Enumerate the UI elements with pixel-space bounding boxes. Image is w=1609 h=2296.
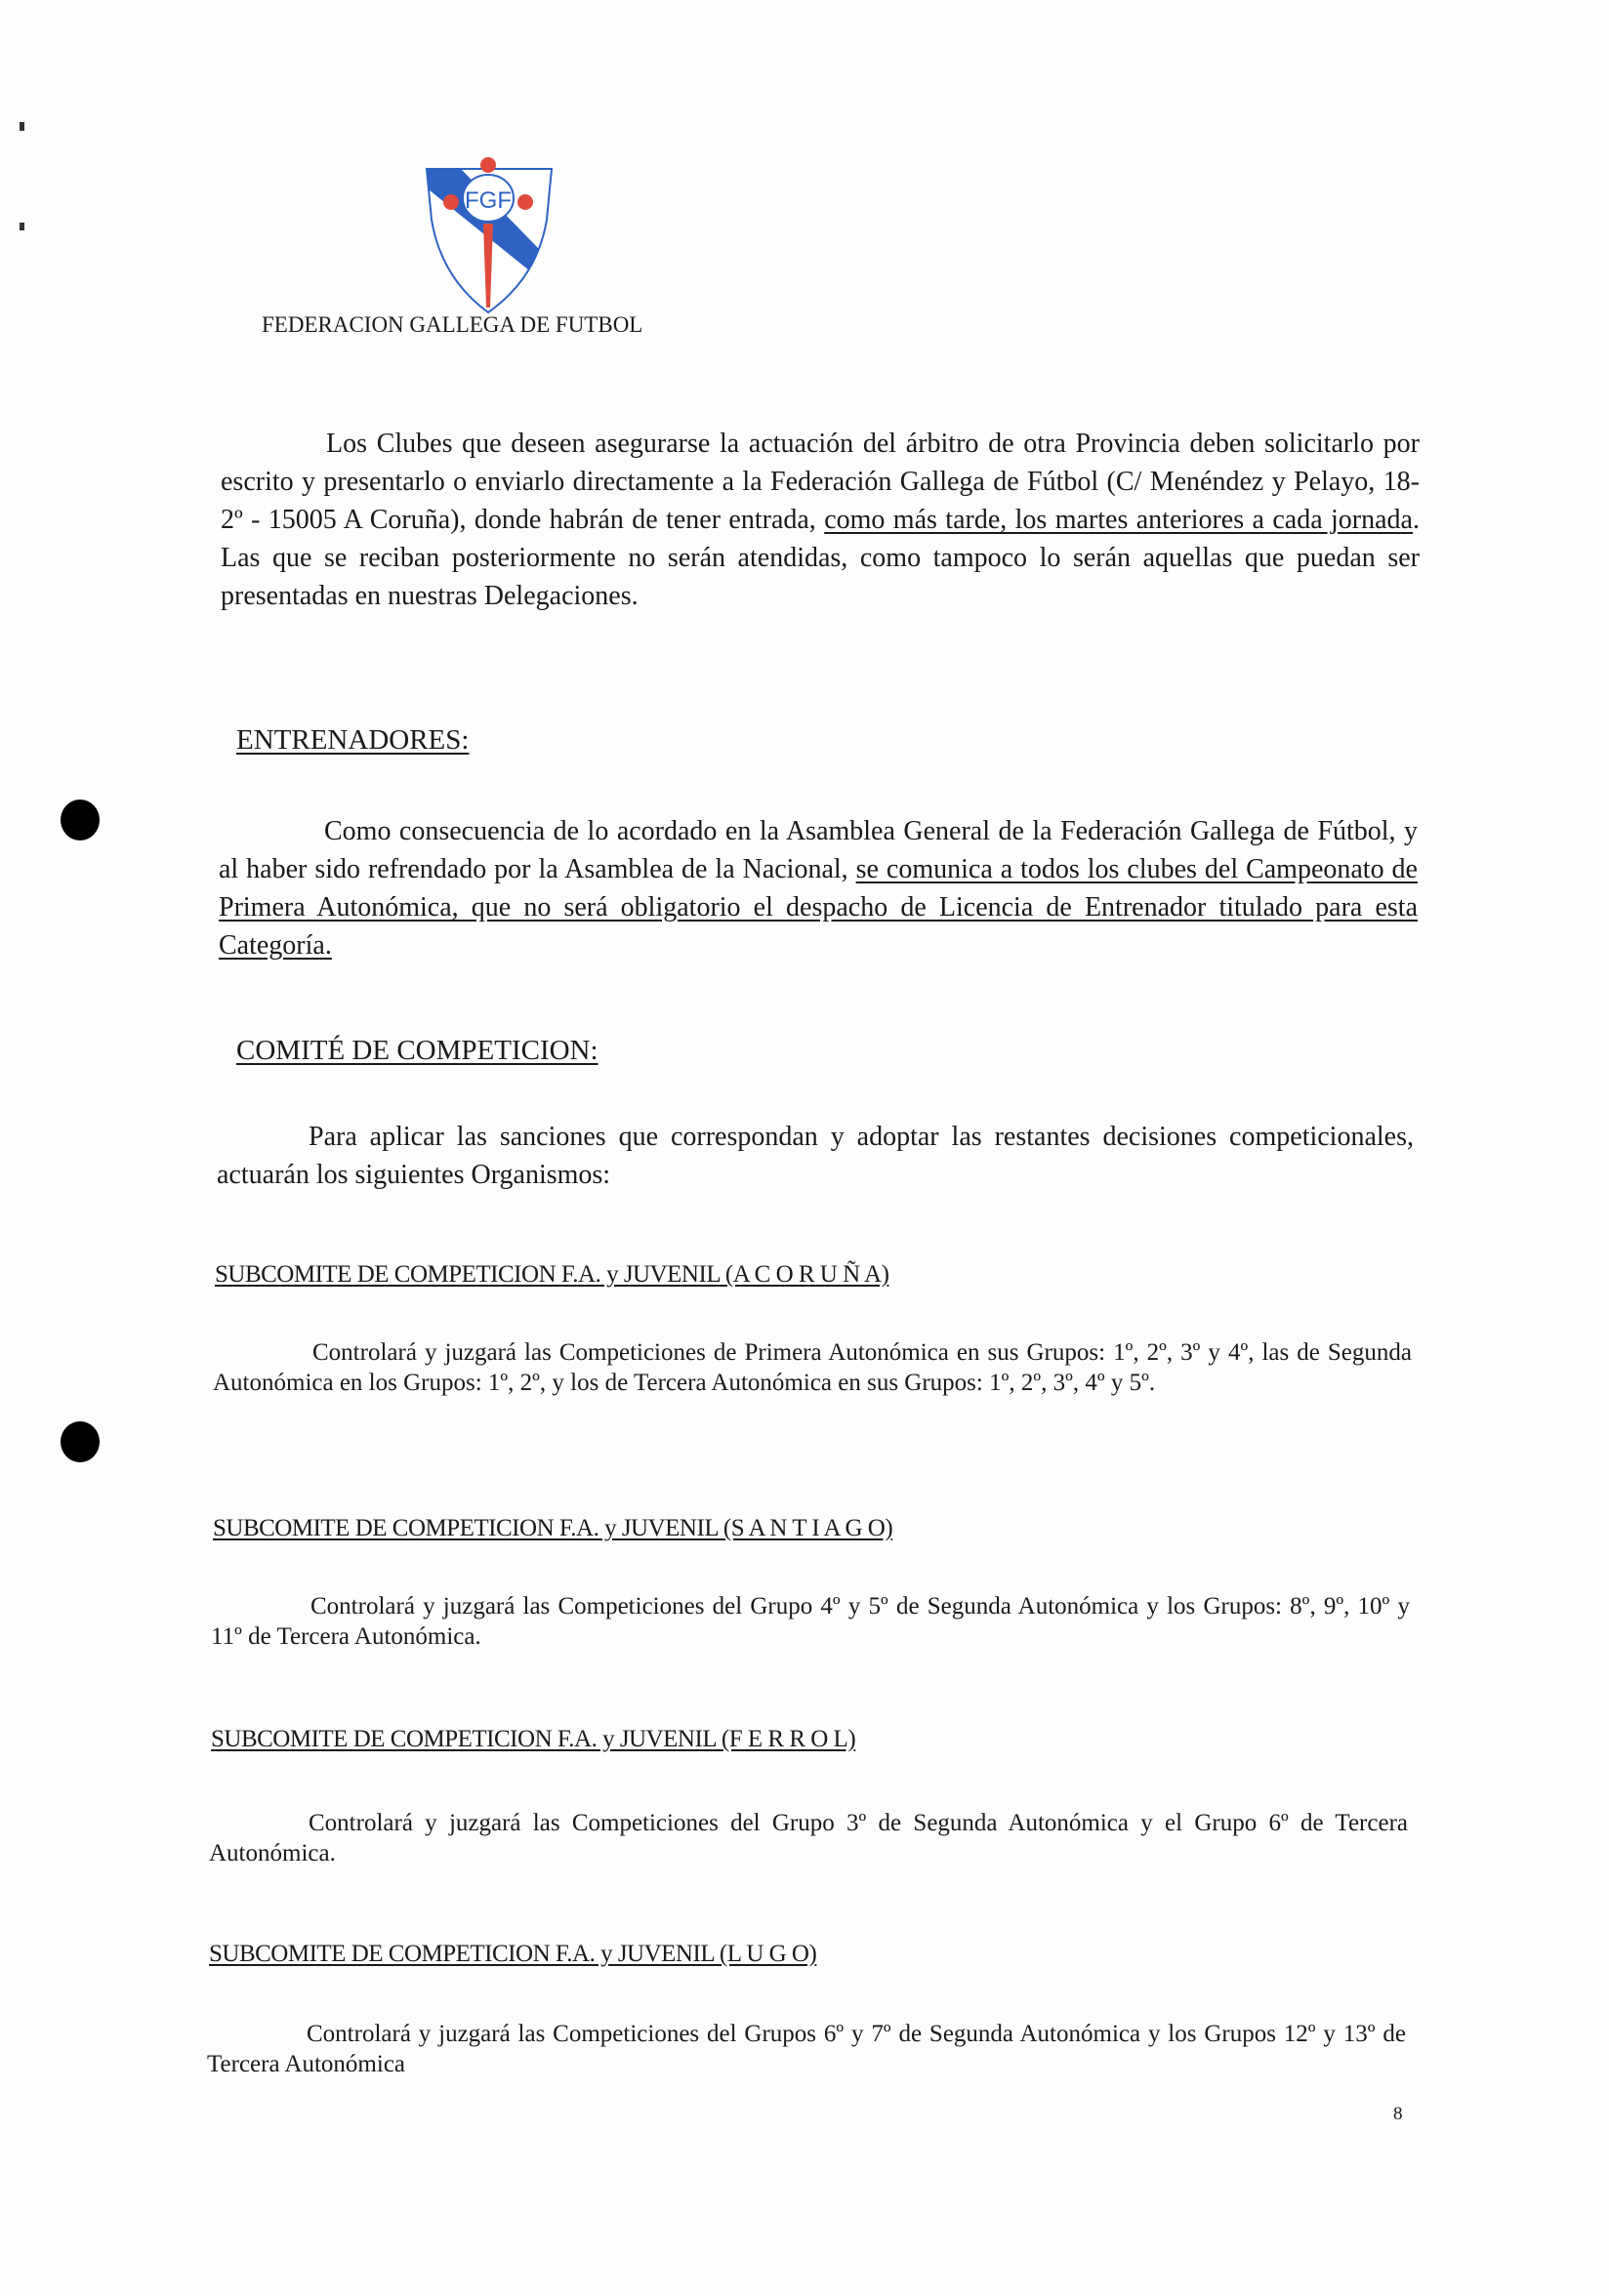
binder-hole [61,800,100,840]
subcomite-coruna-heading: SUBCOMITE DE COMPETICION F.A. y JUVENIL (A C O R U Ñ A) [215,1261,889,1288]
subcomite-santiago-text: Controlará y juzgará las Competiciones del Grupo 4º y 5º de Segunda Autonómica y los Grupos: 8º, 9º, 10º y 11º de Tercera Autonómica. [211,1593,1410,1650]
subcomite-santiago-heading: SUBCOMITE DE COMPETICION F.A. y JUVENIL (S A N T I A G O) [213,1515,893,1541]
entrenadores-heading: ENTRENADORES: [236,724,470,756]
intro-paragraph: Los Clubes que deseen asegurarse la actuación del árbitro de otra Provincia deben solicitarlo por escrito y presentarlo o enviarlo directamente a la Federación Gallega de Fútbol (C/ Menéndez y Pelayo, 18-2º - 15005 A Coruña), donde habrán de tener entrada, como más tarde, los martes anteriores a cada jornada. Las que se reciban posteriormente no serán atendidas, como tampoco lo serán aquellas que puedan ser presentadas en nuestras Delegaciones. [221,429,1420,611]
page-number: 8 [1393,2104,1403,2124]
subcomite-coruna-text: Controlará y juzgará las Competiciones de Primera Autonómica en sus Grupos: 1º, 2º, 3º y 4º, las de Segunda Autonómica en los Grupos: 1º, 2º, y los de Tercera Autonómica en sus Grupos: 1º, 2º, 3º, 4º y 5º. [213,1339,1412,1396]
entrenadores-paragraph: Como consecuencia de lo acordado en la Asamblea General de la Federación Gallega de Fútbol, y al haber sido refrendado por la Asamblea de la Nacional, se comunica a todos los clubes del Campeonato de Primera Autonómica, que no será obligatorio el despacho de Licencia de Entrenador titulado para esta Categoría. [219,816,1418,961]
punch-mark [20,223,24,230]
subcomite-lugo-heading: SUBCOMITE DE COMPETICION F.A. y JUVENIL (L U G O) [209,1941,817,1967]
subcomite-ferrol-text: Controlará y juzgará las Competiciones del Grupo 3º de Segunda Autonómica y el Grupo 6º de Tercera Autonómica. [209,1810,1408,1866]
punch-mark [20,122,24,131]
organization-name: FEDERACION GALLEGA DE FUTBOL [262,312,643,337]
binder-hole [61,1421,100,1462]
fgf-logo [422,151,558,317]
svg-text:FGF: FGF [465,187,512,214]
comite-paragraph: Para aplicar las sanciones que correspondan y adoptar las restantes decisiones competicionales, actuarán los siguientes Organismos: [217,1122,1414,1190]
comite-heading: COMITÉ DE COMPETICION: [236,1035,598,1066]
subcomite-ferrol-heading: SUBCOMITE DE COMPETICION F.A. y JUVENIL (F E R R O L) [211,1726,856,1752]
subcomite-lugo-text: Controlará y juzgará las Competiciones del Grupos 6º y 7º de Segunda Autonómica y los Grupos 12º y 13º de Tercera Autonómica [207,2021,1406,2077]
